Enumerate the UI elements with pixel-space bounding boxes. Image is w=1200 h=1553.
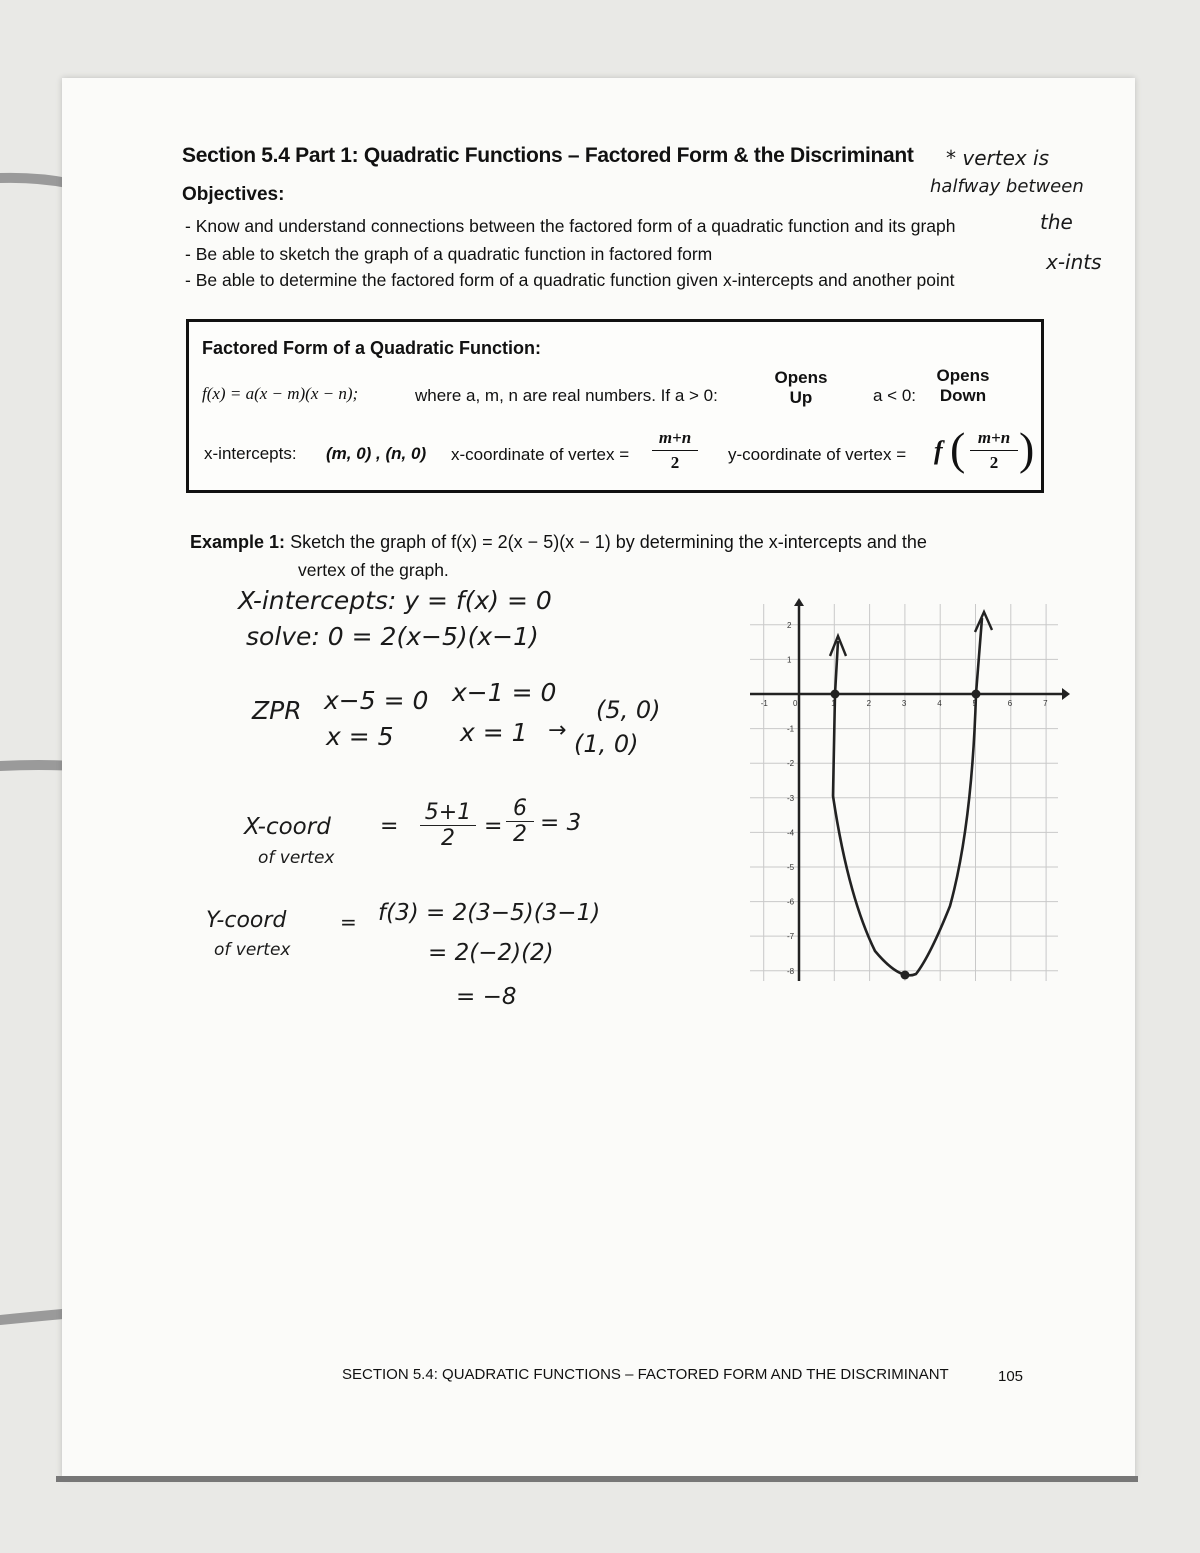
a-negative: a < 0: xyxy=(873,386,917,405)
right-paren: ) xyxy=(1019,423,1035,474)
opens-down-line: Opens xyxy=(936,366,990,385)
y-tick-label: -7 xyxy=(787,932,795,942)
margin-note-line: the xyxy=(1040,210,1073,234)
hw-y-line: f(3) = 2(3−5)(3−1) xyxy=(378,900,601,926)
footer-text: SECTION 5.4: QUADRATIC FUNCTIONS – FACTORED FORM AND THE DISCRIMINANT xyxy=(342,1366,949,1383)
x-intercepts-values: (m, 0) , (n, 0) xyxy=(326,444,427,463)
x-tick-label: 0 xyxy=(793,699,798,708)
hw-equals: = xyxy=(340,910,357,934)
objective-item: - Know and understand connections between the factored form of a quadratic function and its graph xyxy=(185,216,956,237)
hw-numerator: 6 xyxy=(513,796,527,821)
opens-up xyxy=(766,368,836,408)
section-title: Section 5.4 Part 1: Quadratic Functions – Factored Form & the Discriminant xyxy=(182,144,914,167)
hw-label: Y-coord xyxy=(206,908,287,933)
opens-down-line: Down xyxy=(939,386,987,405)
hw-label: of vertex xyxy=(258,848,335,868)
hw-x-intercepts: X-intercepts: y = f(x) = 0 xyxy=(238,586,552,615)
grid-lines xyxy=(750,604,1058,981)
x-tick-label: 7 xyxy=(1043,699,1048,708)
page-edge xyxy=(56,1476,1138,1482)
example-text-2: vertex of the graph. xyxy=(298,560,449,580)
x-intercept-point xyxy=(831,690,840,699)
hw-eq: x−1 = 0 xyxy=(452,678,557,707)
hw-eq: x−5 = 0 xyxy=(324,686,429,715)
hw-y-line: = −8 xyxy=(456,984,517,1010)
coordinate-graph xyxy=(740,596,1070,996)
example-line xyxy=(190,532,927,553)
example-text: Sketch the graph of f(x) = 2(x − 5)(x − 1) by determining the x-intercepts and the xyxy=(290,532,927,552)
parabola-curve xyxy=(833,618,982,975)
x-vertex-label: x-coordinate of vertex = xyxy=(451,445,630,464)
objectives-heading: Objectives: xyxy=(182,184,285,205)
y-tick-labels xyxy=(787,621,795,976)
x-vertex-fraction xyxy=(652,428,698,473)
hw-label: X-coord xyxy=(244,814,331,840)
y-vertex-fraction xyxy=(970,428,1018,473)
hw-label: of vertex xyxy=(214,940,291,960)
y-tick-label: -2 xyxy=(787,759,795,769)
x-tick-label: 6 xyxy=(1007,699,1013,708)
hw-arrow: → xyxy=(548,718,567,743)
x-tick-label: 3 xyxy=(901,699,907,708)
hw-solve: solve: 0 = 2(x−5)(x−1) xyxy=(246,622,539,651)
x-tick-label: 5 xyxy=(972,699,977,708)
hw-zpr: ZPR xyxy=(252,696,302,725)
y-tick-label: -6 xyxy=(787,897,795,907)
y-tick-label: 1 xyxy=(787,655,792,665)
y-tick-label: -1 xyxy=(787,724,795,734)
where-text: where a, m, n are real numbers. If a > 0: xyxy=(415,386,718,405)
page-number: 105 xyxy=(998,1368,1024,1385)
curve-arrow-right xyxy=(975,612,992,632)
x-tick-label: 4 xyxy=(937,699,942,708)
fraction-denominator: 2 xyxy=(670,453,680,472)
x-tick-label: 1 xyxy=(831,699,836,708)
hw-denominator: 2 xyxy=(513,822,527,847)
x-tick-label: 2 xyxy=(866,699,872,708)
left-paren: ( xyxy=(950,423,966,474)
fraction-numerator: m+n xyxy=(977,428,1011,447)
hw-equals: = xyxy=(380,814,399,839)
fraction-numerator: m+n xyxy=(658,428,692,447)
hw-fraction xyxy=(506,796,534,847)
hw-eq: x = 1 xyxy=(460,718,528,747)
hw-result: = 3 xyxy=(540,810,582,836)
x-tick-label: -1 xyxy=(760,699,768,708)
hw-point: (5, 0) xyxy=(596,696,661,724)
objective-item: - Be able to sketch the graph of a quadratic function in factored form xyxy=(185,244,712,265)
opens-up-line: Up xyxy=(789,388,813,407)
margin-note-line: x-ints xyxy=(1046,250,1102,274)
hw-denominator: 2 xyxy=(441,826,455,851)
example-label: Example 1: xyxy=(190,532,286,552)
y-axis-arrow xyxy=(794,598,804,606)
box-title: Factored Form of a Quadratic Function: xyxy=(202,338,542,358)
y-tick-label: -5 xyxy=(787,862,795,872)
vertex-point xyxy=(901,971,910,980)
objective-item: - Be able to determine the factored form of a quadratic function given x-intercepts and another point xyxy=(185,270,955,291)
hw-equals: = xyxy=(484,814,503,839)
margin-note-line: halfway between xyxy=(930,176,1084,197)
fraction-denominator: 2 xyxy=(989,453,999,472)
y-tick-label: -3 xyxy=(787,793,795,803)
hw-point: (1, 0) xyxy=(574,730,639,758)
x-axis-arrow xyxy=(1062,688,1070,700)
y-vertex-label: y-coordinate of vertex = xyxy=(728,445,907,464)
factored-form-formula: f(x) = a(x − m)(x − n); xyxy=(202,384,359,403)
opens-up-line: Opens xyxy=(774,368,828,387)
hw-eq: x = 5 xyxy=(326,722,394,751)
hw-y-line: = 2(−2)(2) xyxy=(428,940,554,966)
y-tick-label: -4 xyxy=(787,828,795,838)
opens-down xyxy=(928,366,998,406)
f-symbol: f xyxy=(934,436,943,465)
y-tick-label: 2 xyxy=(787,620,792,630)
hw-numerator: 5+1 xyxy=(424,800,472,825)
x-intercept-point xyxy=(972,690,981,699)
margin-note-line: * vertex is xyxy=(946,146,1050,170)
x-tick-labels xyxy=(761,699,1048,708)
hw-fraction xyxy=(420,800,476,851)
x-intercepts-label: x-intercepts: xyxy=(204,444,297,463)
y-tick-label: -8 xyxy=(787,966,795,976)
